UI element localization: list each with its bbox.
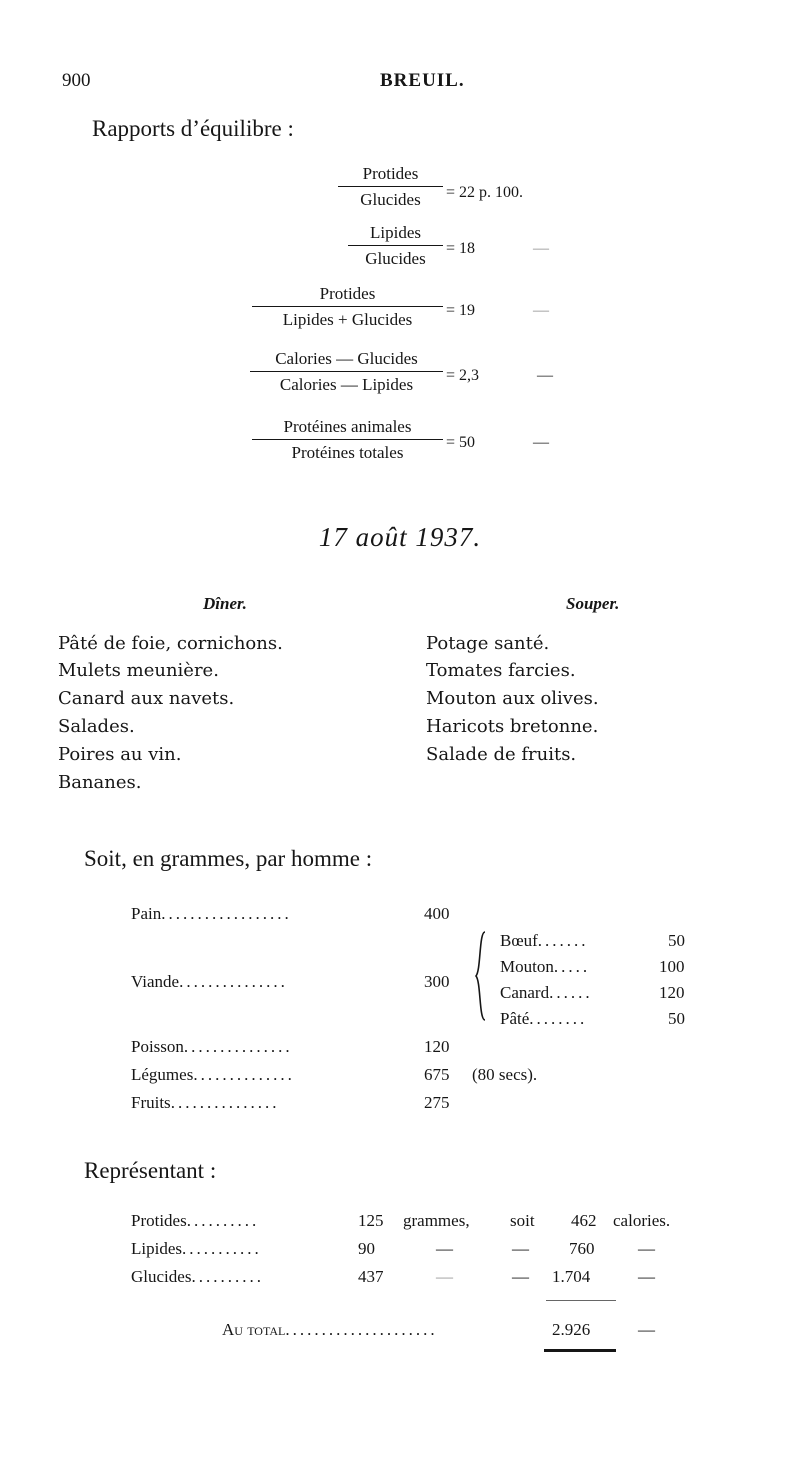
viande-detail-value: 120 <box>659 983 685 1002</box>
legumes-note: (80 secs). <box>472 1065 538 1084</box>
viande-value: 300 <box>424 972 450 991</box>
entry-date: 17 août 1937. <box>318 522 482 552</box>
fraction-bar <box>348 245 443 246</box>
lipides-grams: 90 <box>358 1239 375 1258</box>
fraction-4-denominator: Calories — Lipides <box>279 375 414 394</box>
protides-grams: 125 <box>358 1211 384 1230</box>
viande-detail-value: 100 <box>659 957 685 976</box>
fraction-1-denominator: Glucides <box>360 190 421 209</box>
viande-label: Viande............... <box>131 972 288 991</box>
fraction-5-dash: — <box>533 434 549 451</box>
fraction-3-result: = 19 <box>446 302 476 319</box>
fraction-bar <box>252 306 443 307</box>
total-value: 2.926 <box>552 1320 591 1339</box>
viande-detail-value: 50 <box>668 931 685 950</box>
protides-calories: 462 <box>571 1211 597 1230</box>
viande-detail-label: Bœuf....... <box>500 931 589 950</box>
diner-item: Pâté de foie, cornichons. <box>58 633 283 654</box>
fruits-label: Fruits............... <box>131 1093 280 1112</box>
sum-rule <box>546 1300 616 1301</box>
running-title: BREUIL. <box>380 70 465 91</box>
poisson-value: 120 <box>424 1037 450 1056</box>
fraction-4-dash: — <box>537 367 553 384</box>
lipides-soit: — <box>512 1239 529 1258</box>
page-number: 900 <box>62 70 91 91</box>
fraction-5-result: = 50 <box>446 434 476 451</box>
glucides-calories: 1.704 <box>552 1267 591 1286</box>
souper-item: Mouton aux olives. <box>426 688 599 709</box>
glucides-unit: — <box>436 1267 453 1286</box>
lipides-label: Lipides........... <box>131 1239 262 1258</box>
diner-item: Bananes. <box>58 772 142 793</box>
protides-unit: grammes, <box>403 1211 470 1230</box>
diner-item: Salades. <box>58 716 135 737</box>
viande-detail-label: Pâté........ <box>500 1009 588 1028</box>
fraction-3-numerator: Protides <box>319 284 376 303</box>
glucides-grams: 437 <box>358 1267 384 1286</box>
fraction-5-numerator: Protéines animales <box>283 417 412 436</box>
diner-item: Mulets meunière. <box>58 660 219 681</box>
souper-heading: Souper. <box>566 594 620 613</box>
equilibre-title: Rapports d’équilibre : <box>92 116 294 141</box>
legumes-label: Légumes.............. <box>131 1065 295 1084</box>
protides-cal-unit: calories. <box>613 1211 671 1230</box>
fraction-4-result: = 2,3 <box>446 367 480 384</box>
fraction-3-dash: — <box>533 302 549 319</box>
fraction-1-numerator: Protides <box>362 164 419 183</box>
fruits-value: 275 <box>424 1093 450 1112</box>
fraction-2-denominator: Glucides <box>365 249 426 268</box>
total-label: Au total..................... <box>222 1320 438 1339</box>
souper-item: Potage santé. <box>426 633 550 654</box>
diner-item: Canard aux navets. <box>58 688 235 709</box>
total-dash: — <box>638 1320 655 1339</box>
protides-label: Protides.......... <box>131 1211 260 1230</box>
glucides-soit: — <box>512 1267 529 1286</box>
fraction-bar <box>338 186 443 187</box>
fraction-4-numerator: Calories — Glucides <box>275 349 418 368</box>
legumes-value: 675 <box>424 1065 450 1084</box>
representant-title: Représentant : <box>84 1158 217 1183</box>
diner-heading: Dîner. <box>203 594 247 613</box>
protides-soit: soit <box>510 1211 535 1230</box>
curly-brace-icon <box>474 930 488 1022</box>
lipides-calories: 760 <box>569 1239 595 1258</box>
fraction-2-numerator: Lipides <box>370 223 421 242</box>
fraction-bar <box>252 439 443 440</box>
viande-detail-value: 50 <box>668 1009 685 1028</box>
fraction-5-denominator: Protéines totales <box>291 443 404 462</box>
total-underline <box>544 1349 616 1352</box>
pain-label: Pain.................. <box>131 904 292 923</box>
viande-detail-label: Mouton..... <box>500 957 591 976</box>
grammes-title: Soit, en grammes, par homme : <box>84 846 373 871</box>
pain-value: 400 <box>424 904 450 923</box>
glucides-label: Glucides.......... <box>131 1267 264 1286</box>
fraction-1-result: = 22 p. 100. <box>446 184 524 201</box>
souper-item: Salade de fruits. <box>426 744 577 765</box>
poisson-label: Poisson............... <box>131 1037 293 1056</box>
fraction-2-result: = 18 <box>446 240 476 257</box>
diner-item: Poires au vin. <box>58 744 182 765</box>
souper-item: Haricots bretonne. <box>426 716 599 737</box>
souper-item: Tomates farcies. <box>426 660 576 681</box>
fraction-2-dash: — <box>533 240 549 257</box>
viande-detail-label: Canard...... <box>500 983 593 1002</box>
fraction-3-denominator: Lipides + Glucides <box>282 310 413 329</box>
lipides-cal-unit: — <box>638 1239 655 1258</box>
glucides-cal-unit: — <box>638 1267 655 1286</box>
fraction-bar <box>250 371 443 372</box>
lipides-unit: — <box>436 1239 453 1258</box>
